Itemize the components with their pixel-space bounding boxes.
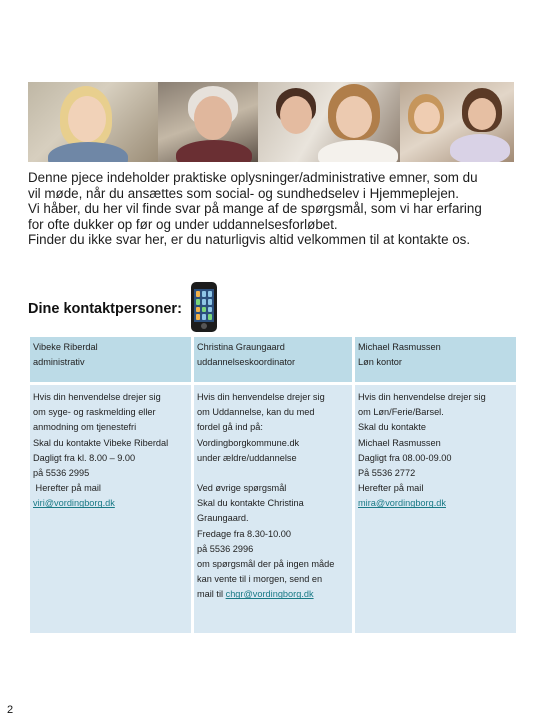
- email-link-michael[interactable]: mira@vordingborg.dk: [358, 498, 446, 509]
- photo-elderly-woman: [158, 82, 258, 162]
- contact-name: Michael Rasmussen: [358, 342, 441, 352]
- detail-line: Hvis din henvendelse drejer sig: [33, 392, 161, 402]
- detail-line: På 5536 2772: [358, 468, 416, 479]
- contact-name: Vibeke Riberdal: [33, 342, 98, 352]
- contacts-heading: Dine kontaktpersoner:: [28, 301, 182, 317]
- detail-line: Graungaard.: [197, 513, 249, 524]
- detail-line: kan vente til i morgen, send en: [197, 574, 323, 585]
- intro-line: for ofte dukker op før og under uddannelsesforløbet.: [28, 216, 338, 232]
- detail-line: på 5536 2996: [197, 543, 254, 554]
- detail-line: fordel gå ind på:: [197, 422, 263, 433]
- email-link-christina[interactable]: chgr@vordingborg.dk: [225, 589, 314, 600]
- contact-role: uddannelseskoordinator: [197, 357, 296, 368]
- detail-line: om spørgsmål der på ingen måde: [197, 559, 335, 570]
- photo-children: [400, 82, 514, 162]
- photo-strip: [28, 82, 514, 162]
- contact-role: Løn kontor: [358, 357, 402, 368]
- detail-line: om Uddannelse, kan du med: [197, 407, 315, 418]
- contact-header-christina: [194, 337, 352, 382]
- contact-details-vibeke: [30, 385, 191, 633]
- detail-line: Hvis din henvendelse drejer sig: [358, 392, 486, 402]
- contacts-header-row: [30, 337, 516, 382]
- detail-line: på 5536 2995: [33, 468, 90, 479]
- detail-line: Ved øvrige spørgsmål: [197, 483, 287, 494]
- mobile-phone-icon: [191, 282, 217, 332]
- intro-text: [28, 170, 518, 248]
- detail-line: om syge- og raskmelding eller: [33, 407, 156, 418]
- contacts-table: [27, 334, 519, 636]
- contact-details-michael: [355, 385, 516, 633]
- page-number: 2: [7, 704, 14, 716]
- detail-line: Michael Rasmussen: [358, 437, 441, 448]
- detail-line: om Løn/Ferie/Barsel.: [358, 407, 444, 418]
- intro-line: Denne pjece indeholder praktiske oplysninger/administrative emner, som du: [28, 170, 478, 185]
- contact-header-michael: [355, 337, 516, 382]
- detail-line: Dagligt fra 08.00-09.00: [358, 452, 452, 463]
- detail-line: Vordingborgkommune.dk: [197, 437, 300, 448]
- detail-line: Dagligt fra kl. 8.00 – 9.00: [33, 452, 136, 463]
- detail-line: Hvis din henvendelse drejer sig: [197, 392, 325, 402]
- detail-line: anmodning om tjenestefri: [33, 422, 137, 433]
- email-link-vibeke[interactable]: viri@vordingborg.dk: [33, 498, 115, 509]
- contacts-body-row: [30, 385, 516, 633]
- mail-prefix: mail til: [197, 589, 226, 600]
- contact-details-christina: [194, 385, 352, 633]
- detail-line: Herefter på mail: [358, 483, 424, 494]
- contact-header-vibeke: [30, 337, 191, 382]
- photo-young-woman: [28, 82, 158, 162]
- detail-line: Fredage fra 8.30-10.00: [197, 528, 291, 539]
- detail-line: under ældre/uddannelse: [197, 452, 297, 463]
- intro-line: Finder du ikke svar her, er du naturligvis altid velkommen til at kontakte os.: [28, 232, 471, 247]
- detail-line: Skal du kontakte Vibeke Riberdal: [33, 437, 169, 448]
- contact-role: administrativ: [33, 357, 85, 368]
- contact-name: Christina Graungaard: [197, 342, 285, 352]
- intro-line: Vi håber, du her vil finde svar på mange af de spørgsmål, som vi har erfaring: [28, 201, 482, 216]
- detail-line: Herefter på mail: [33, 483, 101, 494]
- detail-line: Skal du kontakte Christina: [197, 498, 304, 509]
- photo-caregivers: [258, 82, 400, 162]
- intro-line: vil møde, når du ansættes som social- og sundhedselev i Hjemmeplejen.: [28, 185, 459, 201]
- detail-line: Skal du kontakte: [358, 422, 426, 433]
